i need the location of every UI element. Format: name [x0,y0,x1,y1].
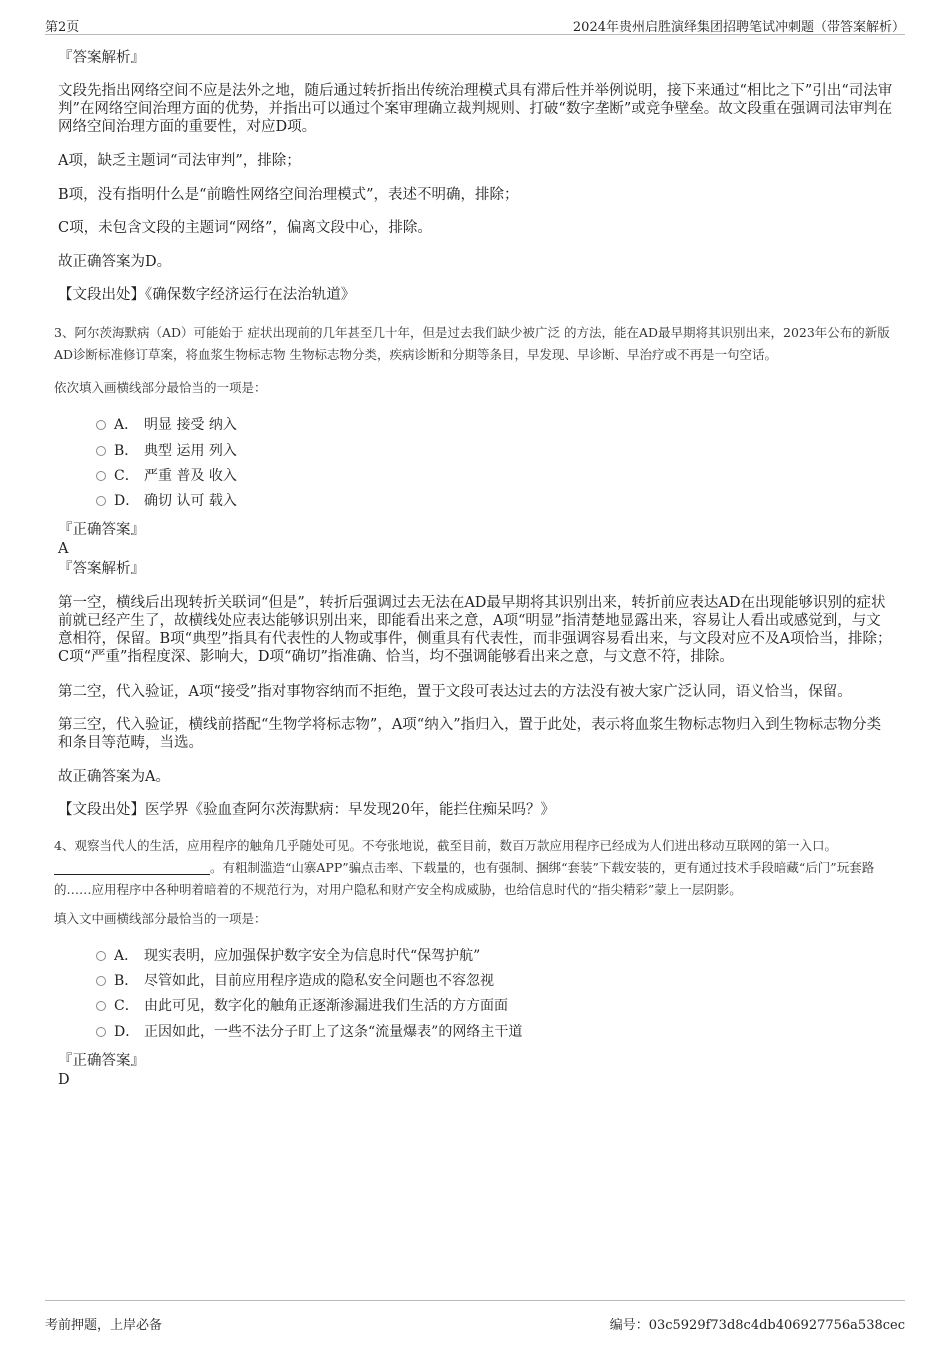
q2-source: 【文段出处】《确保数字经济运行在法治轨道》 [58,287,356,303]
radio-icon[interactable] [96,976,106,986]
fill-blank [54,861,210,875]
radio-icon[interactable] [96,951,106,961]
page-footer [45,1300,905,1331]
q2-conclusion: 故正确答案为D。 [58,254,172,270]
document-id: 编号：03c5929f73d8c4db406927756a538cec [609,1318,905,1333]
q3-stem: 3、阿尔茨海默病（AD）可能始于 症状出现前的几年甚至几十年，但是过去我们缺少被广泛 的方法，能在AD最早期将其识别出来，2023年公布的新版AD诊断标准修订草案，将血浆生物标志物 生物标志物分类，疾病诊断和分期等条目，早发现、早诊断、早治疗或不再是一句空话。 [54,325,890,362]
q3-source: 【文段出处】医学界《验血查阿尔茨海默病：早发现20年，能拦住痴呆吗？》 [58,802,555,818]
q2-analysis-label: 『答案解析』 [58,50,145,66]
q4-option-d[interactable]: D． 正因如此，一些不法分子盯上了这条“流量爆表”的网络主干道 [96,1023,522,1041]
q3-conclusion: 故正确答案为A。 [58,769,170,785]
q3-answer: A [58,541,69,557]
radio-icon[interactable] [96,420,106,430]
q3-option-b[interactable]: B． 典型 运用 列入 [96,442,237,460]
q3-answer-label: 『正确答案』 [58,522,145,538]
q2-analysis-text: 文段先指出网络空间不应是法外之地，随后通过转折指出传统治理模式具有滞后性并举例说明，接下来通过“相比之下”引出“司法审判”在网络空间治理方面的优势，并指出可以通过个案审理确立裁判规则、打破“数字垄断”或竞争壁垒。故文段重在强调司法审判在网络空间治理方面的重要性，对应D项。 [58,83,893,135]
q2-note-b: B项，没有指明什么是“前瞻性网络空间治理模式”，表述不明确，排除； [58,187,519,203]
q3-analysis-p1: 第一空，横线后出现转折关联词“但是”，转折后强调过去无法在AD最早期将其识别出来，转折前应表达AD在出现能够识别的症状前就已经产生了，故横线处应表达能够识别出来，即能看出来之意，A项“明显”指清楚地显露出来，容易让人看出或感觉到，与文意相符，保留。B项“典型”指具有代表性的人物或事件，侧重具有代表性，而非强调容易看出来，与文段对应不及A项恰当，排除；C项“严重”指程度深、影响大，D项“确切”指准确、恰当，均不强调能够看出来之意，与文意不符，排除。 [58,595,892,665]
page-number: 第2页 [45,20,80,35]
radio-icon[interactable] [96,1001,106,1011]
q2-note-a: A项，缺乏主题词“司法审判”，排除； [58,153,301,169]
q3-analysis-p2: 第二空，代入验证，A项“接受”指对事物容纳而不拒绝，置于文段可表达过去的方法没有被大家广泛认同，语义恰当，保留。 [58,684,852,700]
q4-prompt: 填入文中画横线部分最恰当的一项是： [54,911,267,926]
radio-icon[interactable] [96,446,106,456]
radio-icon[interactable] [96,1027,106,1037]
q4-answer: D [58,1072,70,1088]
q4-option-c[interactable]: C． 由此可见，数字化的触角正逐渐渗漏进我们生活的方方面面 [96,997,508,1015]
radio-icon[interactable] [96,471,106,481]
document-title: 2024年贵州启胜演绎集团招聘笔试冲刺题（带答案解析） [572,20,905,35]
q3-prompt: 依次填入画横线部分最恰当的一项是： [54,380,267,395]
q4-answer-label: 『正确答案』 [58,1053,145,1069]
q3-option-c[interactable]: C． 严重 普及 收入 [96,467,237,485]
q3-analysis-label: 『答案解析』 [58,561,145,577]
q2-note-c: C项，未包含文段的主题词“网络”，偏离文段中心，排除。 [58,220,432,236]
q3-option-a[interactable]: A． 明显 接受 纳入 [96,416,237,434]
q4-stem: 4、观察当代人的生活，应用程序的触角几乎随处可见。不夸张地说，截至目前，数百万款应用程序已经成为人们进出移动互联网的第一入口。。有粗制滥造“山寨APP”骗点击率、下载量的，也有强制、捆绑“套装”下载安装的，更有通过技术手段暗藏“后门”玩套路的……应用程序中各种明着暗着的不规范行为，对用户隐私和财产安全构成威胁，也给信息时代的“指尖精彩”蒙上一层阴影。 [54,838,875,897]
page-header [45,14,905,35]
q3-analysis-p3: 第三空，代入验证，横线前搭配“生物学将标志物”，A项“纳入”指归入，置于此处，表示将血浆生物标志物归入到生物标志物分类和条目等范畴，当选。 [58,717,882,751]
q4-option-b[interactable]: B． 尽管如此，目前应用程序造成的隐私安全问题也不容忽视 [96,972,494,990]
radio-icon[interactable] [96,496,106,506]
footer-slogan: 考前押题，上岸必备 [45,1318,163,1333]
q4-option-a[interactable]: A． 现实表明，应加强保护数字安全为信息时代“保驾护航” [96,947,480,965]
q3-option-d[interactable]: D． 确切 认可 载入 [96,492,237,510]
